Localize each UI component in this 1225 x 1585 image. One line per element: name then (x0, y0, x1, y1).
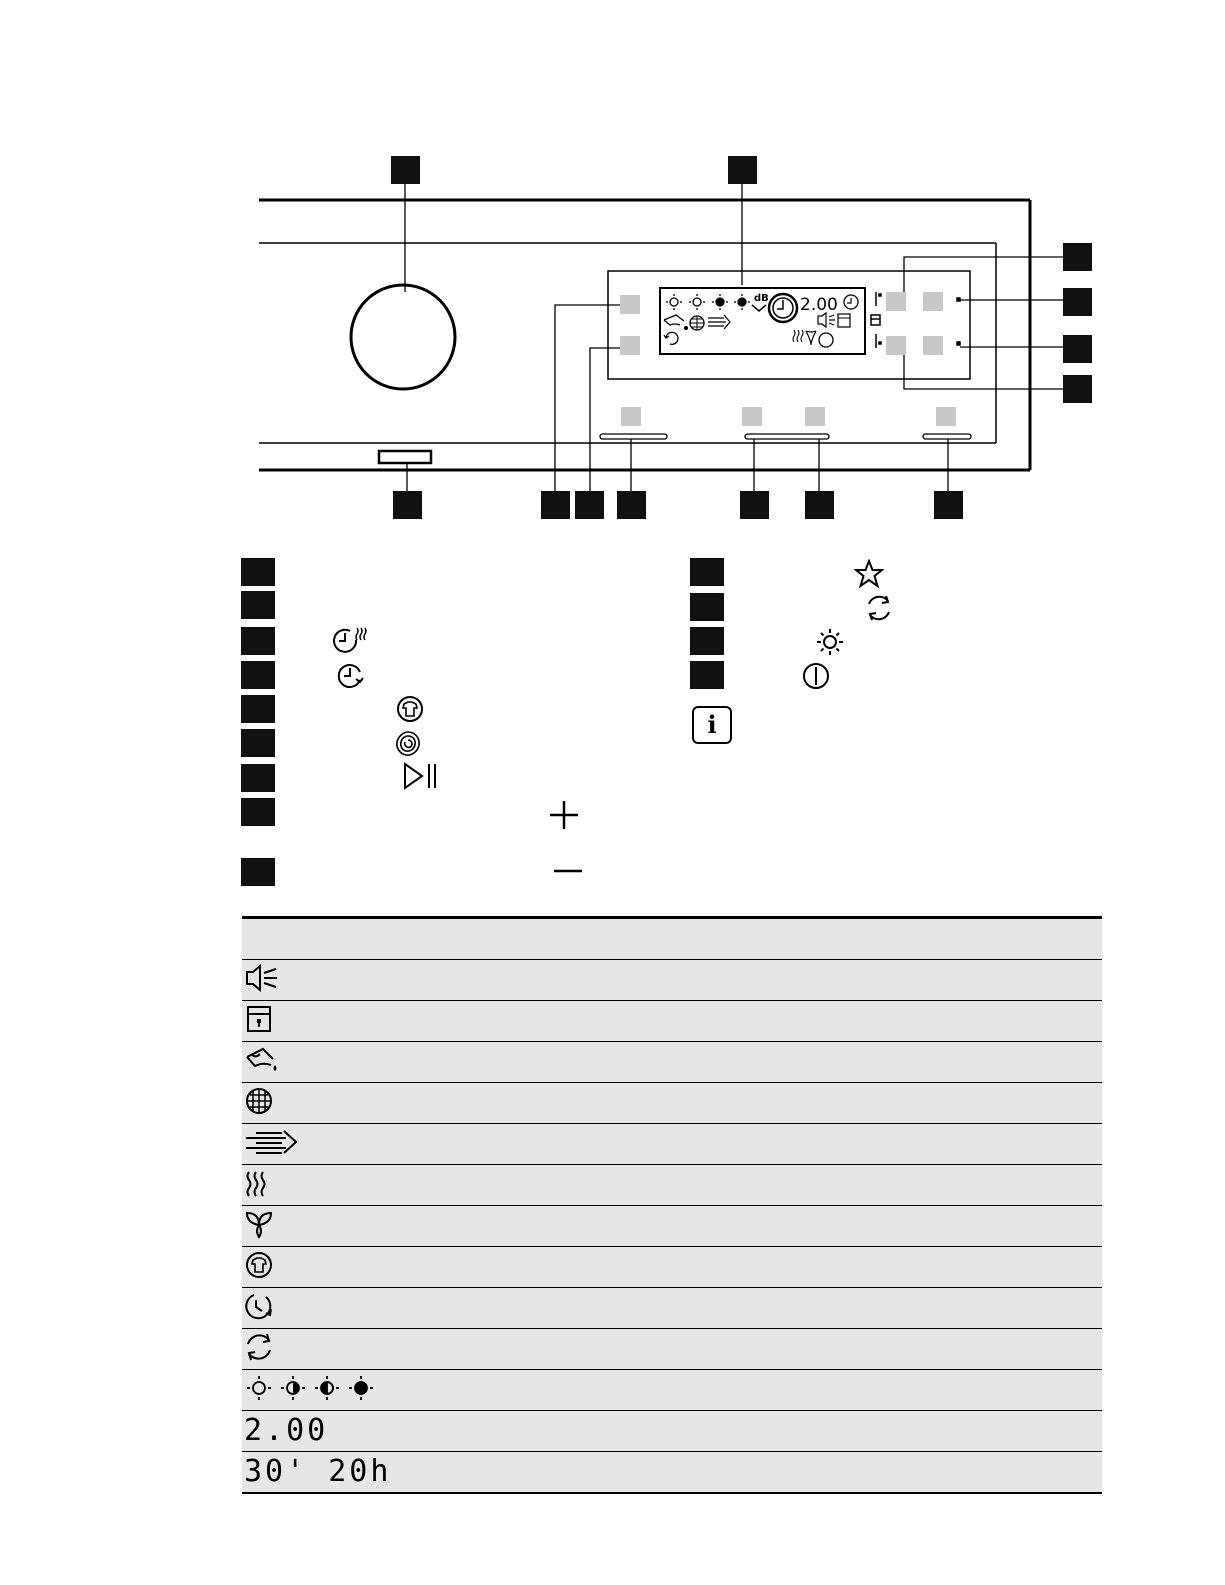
button-reset (886, 336, 906, 355)
table-row (242, 1165, 1102, 1206)
button-drying (621, 407, 641, 426)
db-label: dB (754, 293, 769, 304)
start-pause-icon (402, 760, 438, 792)
legend-marker-4 (241, 661, 275, 689)
timer-icon (244, 1291, 284, 1321)
heat-icon (244, 1168, 284, 1198)
table-row (242, 1411, 1102, 1452)
legend-marker-5 (241, 695, 275, 723)
legend-marker-13 (690, 661, 724, 689)
handle-slot (379, 451, 431, 463)
program-dial[interactable] (351, 285, 455, 389)
table-header-cell (242, 918, 1102, 960)
time-display-example: 2.00 (244, 1413, 329, 1448)
sound-icon (244, 963, 284, 993)
legend-marker-1 (241, 558, 275, 586)
heat-icon-display (793, 330, 803, 342)
sound-icon-display (818, 313, 835, 327)
table-row (242, 1001, 1102, 1042)
legend-marker-10 (690, 558, 724, 586)
table-row (242, 1124, 1102, 1165)
rinse-aid-icon-display (664, 315, 684, 325)
shirt-icon (395, 694, 425, 724)
reset-cycle-icon (863, 592, 895, 624)
table-row (242, 960, 1102, 1001)
legend-marker-7 (241, 764, 275, 792)
table-row (242, 1288, 1102, 1329)
cycle-icon (244, 1332, 284, 1362)
table-row (242, 1042, 1102, 1083)
table-row (242, 1247, 1102, 1288)
on-off-icon (801, 661, 831, 691)
legend-marker-3 (241, 627, 275, 655)
button-on-off (936, 407, 956, 426)
salt-icon (244, 1086, 284, 1116)
display-symbols-table (242, 916, 1102, 1494)
panel-outline (259, 200, 1030, 470)
control-panel-diagram (0, 0, 1225, 540)
display-time: 2.00 (800, 295, 838, 315)
table-row (242, 1370, 1102, 1411)
time-save-drying-icon (333, 626, 373, 656)
table-row (242, 1329, 1102, 1370)
button-markers (871, 292, 960, 348)
lock-icon-display (838, 314, 850, 327)
legend-marker-12 (690, 627, 724, 655)
buttons[interactable] (620, 292, 956, 426)
extra-rinse-icon (244, 1127, 304, 1157)
button-wool (742, 407, 762, 426)
info-glyph: i (707, 710, 717, 739)
button-extra-function (886, 292, 906, 311)
button-delay-start (620, 336, 640, 355)
legend-marker-11 (690, 593, 724, 621)
extra-rinse-icon-display (708, 315, 730, 329)
display-screen (660, 288, 865, 354)
info-icon (692, 706, 732, 744)
button-plus-minus (923, 336, 943, 355)
fan-icon (244, 1209, 284, 1239)
rinse-aid-icon (244, 1045, 284, 1075)
table-header-row (242, 918, 1102, 960)
legend-marker-8 (241, 798, 275, 826)
button-bright (923, 292, 943, 311)
legend-marker-9 (241, 858, 275, 886)
legend-marker-6 (241, 729, 275, 757)
cycle-icon-display (664, 332, 678, 344)
plus-icon (548, 799, 580, 831)
button-time-save (620, 295, 640, 314)
delay-start-icon (336, 661, 366, 691)
brightness-icon (815, 627, 845, 657)
minus-icon (552, 861, 584, 881)
callout-lines (405, 183, 1068, 498)
table-row (242, 1452, 1102, 1494)
delay-display-example: 30' 20h (244, 1454, 392, 1489)
shirt-icon-display (819, 333, 833, 347)
star-icon (854, 559, 884, 589)
button-start-pause (805, 407, 825, 426)
shirt-icon-table (244, 1250, 284, 1280)
brightness-levels-icon (244, 1373, 384, 1403)
table-row (242, 1206, 1102, 1247)
wool-icon (393, 729, 423, 759)
fan-icon-display (806, 331, 816, 345)
table-row (242, 1083, 1102, 1124)
lock-icon (244, 1004, 284, 1034)
button-underlines (600, 434, 971, 439)
legend-marker-2 (241, 591, 275, 619)
